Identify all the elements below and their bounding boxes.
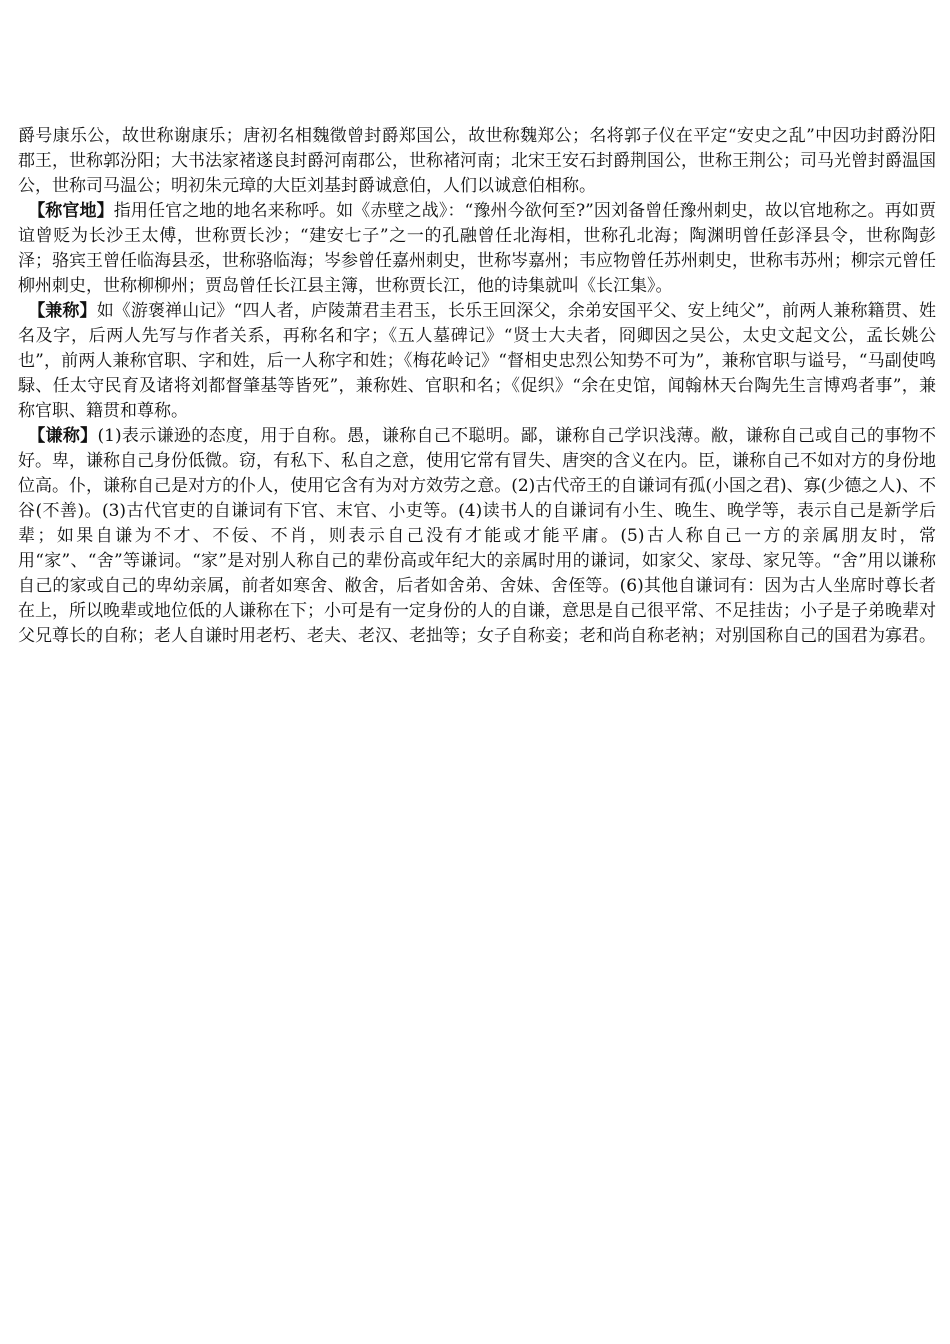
- document-page: [18, 124, 936, 649]
- section-heading: 【谦称】: [28, 426, 98, 446]
- paragraph-text: 如《游褒禅山记》“四人者，庐陵萧君圭君玉，长乐王回深父，余弟安国平父、安上纯父”，前两人兼称籍贯、姓名及字，后两人先写与作者关系，再称名和字；《五人墓碑记》“贤士大夫者，冏卿因之吴公，太史文起文公，孟长姚公也”，前两人兼称官职、字和姓，后一人称字和姓；《梅花岭记》“督相史忠烈公知势不可为”，兼称官职与谥号，“马副使鸣騄、任太守民育及诸将刘都督肇基等皆死”，兼称姓、官职和名；《促织》“余在史馆，闻翰林天台陶先生言博鸡者事”，兼称官职、籍贯和尊称。: [18, 301, 937, 421]
- paragraph-text: 指用任官之地的地名来称呼。如《赤壁之战》：“豫州今欲何至?”因刘备曾任豫州刺史，故以官地称之。再如贾谊曾贬为长沙王太傅，世称贾长沙；“建安七子”之一的孔融曾任北海相，世称孔北海；陶渊明曾任彭泽县令，世称陶彭泽；骆宾王曾任临海县丞，世称骆临海；岑参曾任嘉州刺史，世称岑嘉州；韦应物曾任苏州刺史，世称韦苏州；柳宗元曾任柳州刺史，世称柳柳州；贾岛曾任长江县主簿，世称贾长江，他的诗集就叫《长江集》。: [18, 201, 937, 296]
- paragraph-qian-cheng: [18, 424, 936, 649]
- paragraph-jue-hao: [18, 124, 936, 199]
- paragraph-jian-cheng: [18, 299, 936, 424]
- section-heading: 【称官地】: [28, 201, 114, 221]
- paragraph-cheng-guan-di: [18, 199, 936, 299]
- paragraph-text: 爵号康乐公，故世称谢康乐；唐初名相魏徵曾封爵郑国公，故世称魏郑公；名将郭子仪在平定“安史之乱”中因功封爵汾阳郡王，世称郭汾阳；大书法家褚遂良封爵河南郡公，世称褚河南；北宋王安石封爵荆国公，世称王荆公；司马光曾封爵温国公，世称司马温公；明初朱元璋的大臣刘基封爵诚意伯，人们以诚意伯相称。: [18, 126, 936, 196]
- paragraph-text: (1)表示谦逊的态度，用于自称。愚，谦称自己不聪明。鄙，谦称自己学识浅薄。敝，谦称自己或自己的事物不好。卑，谦称自己身份低微。窃，有私下、私自之意，使用它常有冒失、唐突的含义在内。臣，谦称自己不如对方的身份地位高。仆，谦称自己是对方的仆人，使用它含有为对方效劳之意。(2)古代帝王的自谦词有孤(小国之君)、寡(少德之人)、不谷(不善)。(3)古代官吏的自谦词有下官、末官、小吏等。(4)读书人的自谦词有小生、晚生、晚学等，表示自己是新学后辈；如果自谦为不才、不佞、不肖，则表示自己没有才能或才能平庸。(5)古人称自己一方的亲属朋友时，常用“家”、“舍”等谦词。“家”是对别人称自己的辈份高或年纪大的亲属时用的谦词，如家父、家母、家兄等。“舍”用以谦称自己的家或自己的卑幼亲属，前者如寒舍、敝舍，后者如舍弟、舍妹、舍侄等。(6)其他自谦词有：因为古人坐席时尊长者在上，所以晚辈或地位低的人谦称在下；小可是有一定身份的人的自谦，意思是自己很平常、不足挂齿；小子是子弟晚辈对父兄尊长的自称；老人自谦时用老朽、老夫、老汉、老拙等；女子自称妾；老和尚自称老衲；对别国称自己的国君为寡君。: [18, 426, 936, 646]
- section-heading: 【兼称】: [28, 301, 97, 321]
